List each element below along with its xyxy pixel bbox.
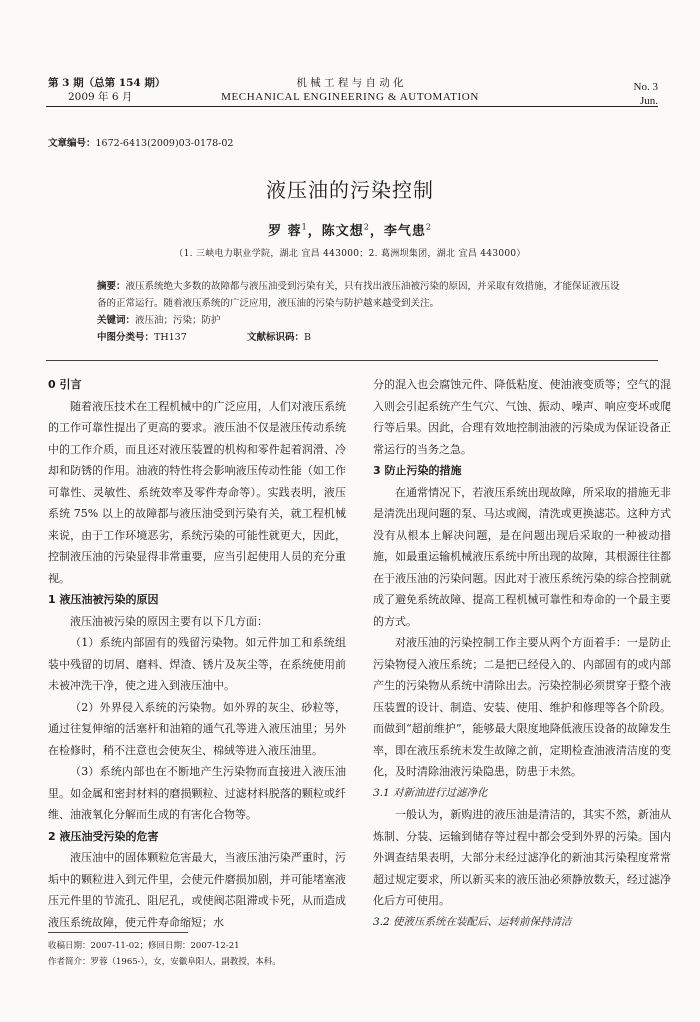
author-affil-mark: 1 bbox=[301, 222, 308, 232]
abstract-rule bbox=[46, 360, 658, 361]
issue-no-en: No. 3 bbox=[633, 81, 658, 93]
paper-title: 液压油的污染控制 bbox=[266, 178, 434, 202]
footnote bbox=[48, 938, 281, 970]
abstract-label: 摘要： bbox=[97, 281, 126, 292]
body-column-right bbox=[373, 374, 671, 933]
paragraph: （2）外界侵入系统的污染物。如外界的灰尘、砂粒等，通过往复伸缩的活塞杆和油箱的通气孔等进入液压油里；另外在检修时，稍不注意也会使灰尘、棉絨等进入液压油里。 bbox=[48, 700, 346, 757]
running-header-right bbox=[634, 80, 658, 108]
abstract-text: 液压系统绝大多数的故障都与液压油受到污染有关，只有找出液压油被污染的原因，并采取有效措施，才能保证液压设备的正常运行。随着液压系统的广泛应用，液压油的污染与防护越来越受到关注。 bbox=[97, 281, 620, 309]
abstract bbox=[97, 278, 627, 312]
affiliation: （1. 三峡电力职业学院，湖北 宜昌 443000；2. 葛洲坝集团，湖北 宜昌 443000） bbox=[174, 249, 526, 259]
author-name: 罗 蓉 bbox=[268, 224, 302, 239]
article-number bbox=[48, 135, 233, 149]
issue-date: 2009 年 6 月 bbox=[68, 91, 133, 103]
article-number-value: 1672-6413(2009)03-0178-02 bbox=[95, 138, 234, 149]
section-heading: 2 液压油受污染的危害 bbox=[48, 829, 159, 843]
abstract-block bbox=[97, 278, 627, 346]
clc-value: TH137 bbox=[154, 332, 187, 343]
header-rule bbox=[46, 106, 658, 107]
paragraph: 随着液压技术在工程机械中的广泛应用，人们对液压系统的工作可靠性提出了更高的要求。液压油不仅是液压传动系统中的工作介质，而且还对液压装置的机构和零件起着润滑、冷却和防锈的作用。油液的特性将会影响液压传动性能（如工作可靠性、灵敏性、系统效率及零件寿命等）。实践表明，液压系统 75% 以上的故障都与液压油受到污染有关，就工程机械来说，由于工作环境恶劣，系统污染的可能性就更大，因此，控制液压油的污染显得非常重要，应当引起使用人员的充分重视。 bbox=[48, 399, 346, 585]
paragraph: 液压油被污染的原因主要有以下几方面： bbox=[70, 614, 268, 628]
issue-number: 第 3 期（总第 154 期） bbox=[48, 77, 166, 89]
paragraph: （3）系统内部也在不断地产生污染物而直接进入液压油里。如金属和密封材料的磨损颗粒、过滤材料脱落的颗粒或纤维、油液氧化分解而生成的有害化合物等。 bbox=[48, 765, 346, 821]
subsection-heading: 3.1 对新油进行过滤净化 bbox=[373, 786, 488, 799]
paragraph: 对液压油的污染控制工作主要从两个方面着手：一是防止污染物侵入液压系统；二是把已经侵入的、内部固有的或内部产生的污染物从系统中清除出去。污染控制必须贯穿于整个液压装置的设计、制造、安装、使用、维护和修理等各个阶段。而做到“超前维护”，能够最大限度地降低液压设备的故障发生率，即在液压系统未发生故障之前，定期检查油液清洁度的变化，及时清除油液污染隐患，防患于未然。 bbox=[373, 636, 671, 778]
running-header-center bbox=[0, 76, 700, 104]
doc-code-label: 文献标识码： bbox=[247, 332, 305, 343]
paragraph: 液压油中的固体颗粒危害最大，当液压油污染严重时，污垢中的颗粒进入到元件里，会使元件磨损加剧，并可能堵塞液压元件里的节流孔、阻尼孔，或使阀芯阻滞或卡死，从而造成液压系统故障，使元件寿命缩短；水 bbox=[48, 851, 346, 929]
author-name: 陈文想 bbox=[321, 224, 364, 239]
author-name: 李气患 bbox=[383, 224, 426, 239]
doc-code-value: B bbox=[304, 332, 311, 343]
keywords-label: 关键词： bbox=[97, 315, 136, 326]
clc-label: 中图分类号： bbox=[97, 332, 155, 343]
paragraph: （1）系统内部固有的残留污染物。如元件加工和系统组装中残留的切屑、磨料、焊渣、锈片及灰尘等，在系统使用前未被冲洗干净，使之进入到液压油中。 bbox=[48, 636, 346, 692]
keywords bbox=[97, 312, 627, 329]
keywords-text: 液压油；污染；防护 bbox=[135, 315, 221, 326]
body-column-left bbox=[48, 374, 346, 933]
issue-month-en: Jun. bbox=[639, 95, 658, 107]
subsection-heading: 3.2 使液压系统在装配后、运转前保持清洁 bbox=[373, 915, 572, 928]
classification bbox=[97, 329, 627, 346]
author-list: 罗 蓉$^1$，陈文想$^2$，李气患$^2$ bbox=[268, 222, 432, 239]
section-heading: 3 防止污染的措施 bbox=[373, 464, 462, 477]
section-heading: 1 液压油被污染的原因 bbox=[48, 593, 159, 606]
footnote-rule bbox=[48, 932, 188, 933]
journal-name-cn: 机 械 工 程 与 自 动 化 bbox=[296, 77, 404, 89]
paragraph: 在通常情况下，若液压系统出现故障，所采取的措施无非是清洗出现问题的泵、马达或阀，清洗或更换滤芯。这种方式没有从根本上解决问题，是在问题出现后采取的一种被动措施，如最重运输机械液压系统中所出现的故障，其根源往往都在于液压油的污染问题。因此对于液压系统污染的综合控制就成了避免系统故障、提高工程机械可靠性和寿命的一个最主要的方式。 bbox=[373, 485, 671, 628]
paragraph: 一般认为，新购进的液压油是清洁的，其实不然，新油从炼制、分装、运输到储存等过程中都会受到外界的污染。国内外调查结果表明，大部分未经过滤净化的新油其污染程度常常超过规定要求，所以新买来的液压油必须静放数天，经过滤净化后方可使用。 bbox=[373, 808, 671, 907]
author-affil-mark: 2 bbox=[425, 222, 432, 232]
received-date: 收稿日期：2007-11-02；修回日期：2007-12-21 bbox=[48, 941, 240, 951]
article-number-label: 文章编号： bbox=[48, 138, 96, 149]
journal-name-en: MECHANICAL ENGINEERING & AUTOMATION bbox=[221, 91, 479, 103]
author-affil-mark: 2 bbox=[363, 222, 370, 232]
author-bio: 作者简介：罗蓉（1965-），女，安徽阜阳人，副教授，本科。 bbox=[48, 957, 281, 967]
paragraph: 分的混入也会腐蚀元件、降低粘度、使油液变质等；空气的混入则会引起系统产生气穴、气蚀、振动、噪声、响应变坏或爬行等后果。因此，合理有效地控制油液的污染成为保证设备正常运行的当务之急。 bbox=[373, 378, 671, 456]
section-heading: 0 引言 bbox=[48, 378, 82, 391]
